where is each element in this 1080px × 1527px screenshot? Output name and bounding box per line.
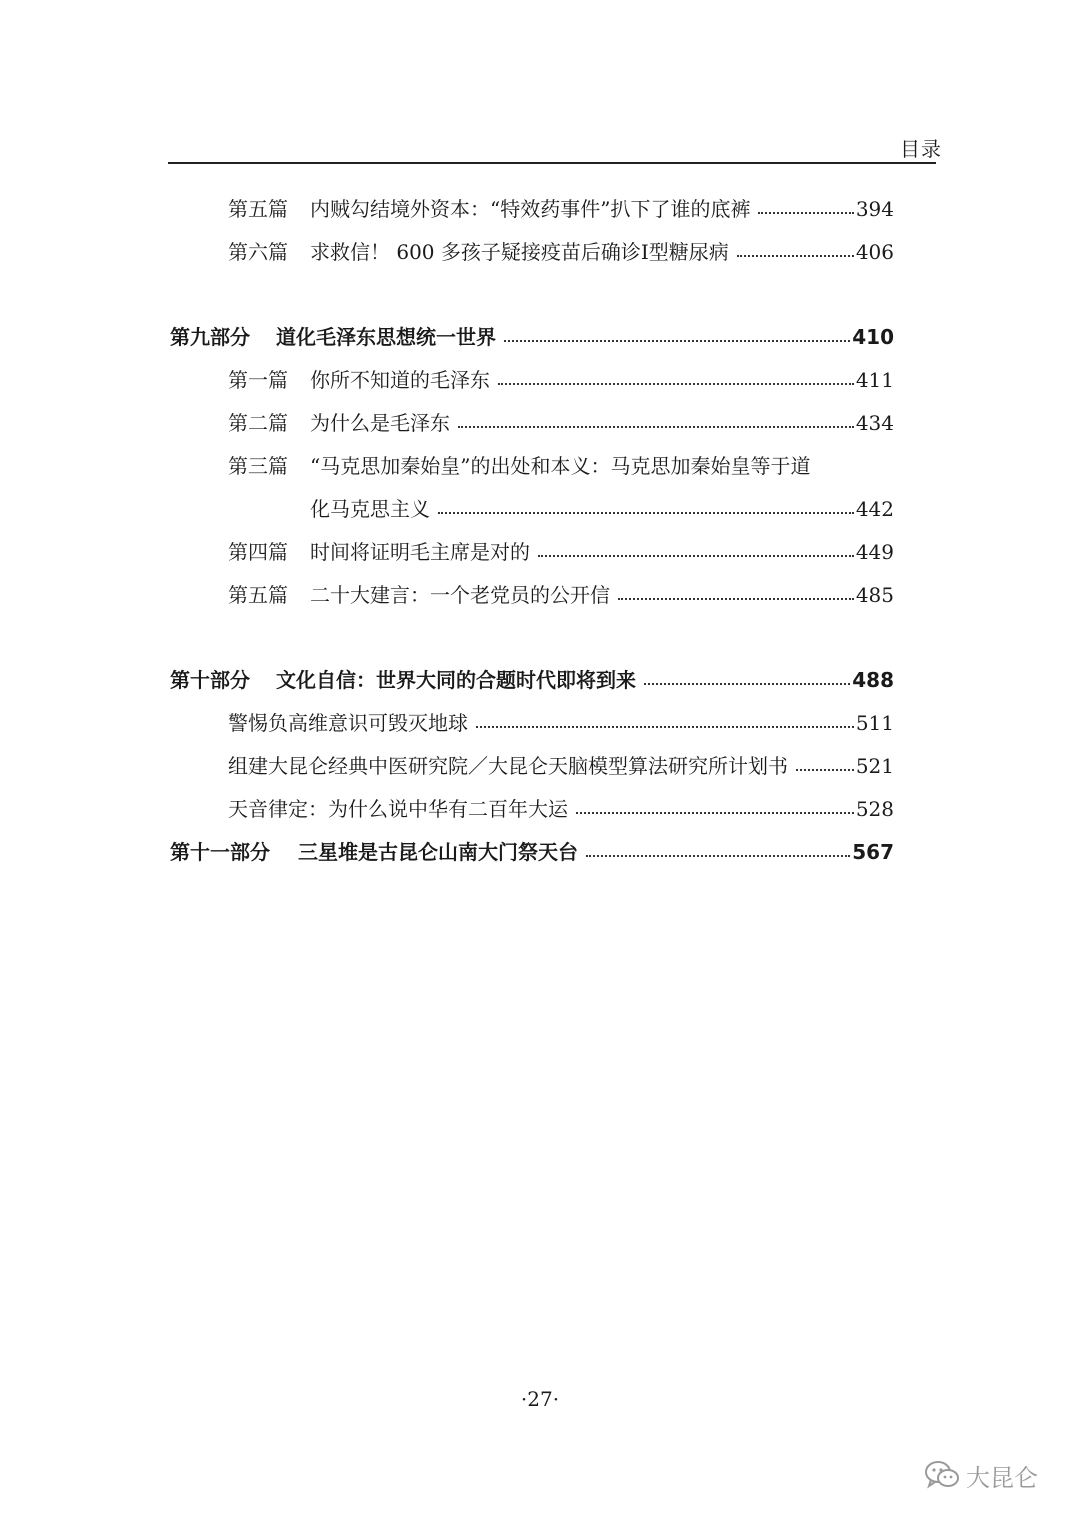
toc-entry-title: 二十大建言：一个老党员的公开信 bbox=[310, 583, 610, 607]
toc-entry-page: 511 bbox=[855, 711, 894, 735]
toc-entry-title: 时间将证明毛主席是对的 bbox=[310, 540, 530, 564]
toc-entry-number: 第四篇 bbox=[228, 540, 288, 564]
toc-entry-title-line1: “马克思加秦始皇”的出处和本义：马克思加秦始皇等于道 bbox=[310, 454, 811, 478]
dot-leader bbox=[618, 598, 854, 600]
toc-part-title: 道化毛泽东思想统一世界 bbox=[276, 325, 496, 349]
toc-entry-title: 内贼勾结境外资本：“特效药事件”扒下了谁的底裤 bbox=[310, 197, 751, 221]
toc-entry-title: 为什么是毛泽东 bbox=[310, 411, 450, 435]
toc-part-page: 488 bbox=[852, 668, 894, 692]
toc-entry-page: 406 bbox=[855, 240, 894, 264]
toc-entry-wrapped-line1[interactable] bbox=[228, 451, 810, 481]
toc-entry[interactable] bbox=[228, 194, 894, 224]
dot-leader bbox=[504, 340, 850, 342]
toc-entry-title: 警惕负高维意识可毁灭地球 bbox=[228, 711, 468, 735]
toc-entry-wrapped-line2[interactable] bbox=[228, 494, 894, 524]
toc-entry-title: 你所不知道的毛泽东 bbox=[310, 368, 490, 392]
toc-entry-number: 第五篇 bbox=[228, 197, 288, 221]
toc-entry[interactable] bbox=[228, 708, 894, 738]
dot-leader bbox=[458, 426, 854, 428]
toc-entry-number: 第三篇 bbox=[228, 454, 288, 478]
toc-entry-number: 第五篇 bbox=[228, 583, 288, 607]
toc-entry[interactable] bbox=[228, 408, 894, 438]
toc-entry-number: 第一篇 bbox=[228, 368, 288, 392]
toc-part-heading[interactable] bbox=[170, 665, 894, 695]
toc-entry-page: 434 bbox=[855, 411, 894, 435]
wechat-icon bbox=[924, 1459, 960, 1491]
dot-leader bbox=[644, 683, 850, 685]
toc-entry-page: 411 bbox=[855, 368, 894, 392]
dot-leader bbox=[538, 555, 854, 557]
toc-entry-number: 第六篇 bbox=[228, 240, 288, 264]
page-number: ·27· bbox=[520, 1387, 560, 1411]
toc-entry-title: 求救信！ 600 多孩子疑接疫苗后确诊Ⅰ型糖尿病 bbox=[310, 240, 729, 264]
watermark-text: 大昆仑 bbox=[966, 1463, 1038, 1492]
toc-entry-page: 442 bbox=[855, 497, 894, 521]
dot-leader bbox=[586, 855, 850, 857]
dot-leader bbox=[758, 212, 853, 214]
dot-leader bbox=[438, 512, 854, 514]
toc-entry-page: 528 bbox=[855, 797, 894, 821]
toc-entry[interactable] bbox=[228, 365, 894, 395]
toc-entry-title: 组建大昆仑经典中医研究院／大昆仑天脑模型算法研究所计划书 bbox=[228, 754, 788, 778]
toc-part-heading[interactable] bbox=[170, 322, 894, 352]
toc-entry[interactable] bbox=[228, 751, 894, 781]
dot-leader bbox=[576, 812, 854, 814]
dot-leader bbox=[498, 383, 854, 385]
toc-part-number: 第九部分 bbox=[170, 325, 250, 349]
toc-part-number: 第十一部分 bbox=[170, 840, 270, 864]
toc-entry-page: 449 bbox=[855, 540, 894, 564]
dot-leader bbox=[737, 255, 854, 257]
toc-entry[interactable] bbox=[228, 537, 894, 567]
toc-entry-page: 394 bbox=[855, 197, 894, 221]
toc-part-page: 567 bbox=[852, 840, 894, 864]
toc-part-title: 文化自信：世界大同的合题时代即将到来 bbox=[276, 668, 636, 692]
toc-entry-title-line2: 化马克思主义 bbox=[310, 497, 430, 521]
toc-entry-number: 第二篇 bbox=[228, 411, 288, 435]
header-rule bbox=[168, 162, 936, 164]
wechat-watermark bbox=[924, 1457, 1038, 1493]
toc-entry-page: 521 bbox=[855, 754, 894, 778]
toc-entry[interactable] bbox=[228, 580, 894, 610]
toc-entry[interactable] bbox=[228, 794, 894, 824]
dot-leader bbox=[476, 726, 854, 728]
toc-part-title: 三星堆是古昆仑山南大门祭天台 bbox=[298, 840, 578, 864]
toc-part-heading[interactable] bbox=[170, 837, 894, 867]
running-header: 目录 bbox=[900, 137, 942, 161]
toc-entry-page: 485 bbox=[855, 583, 894, 607]
toc-entry-title: 天音律定：为什么说中华有二百年大运 bbox=[228, 797, 568, 821]
toc-entry[interactable] bbox=[228, 237, 894, 267]
toc-part-page: 410 bbox=[852, 325, 894, 349]
toc-part-number: 第十部分 bbox=[170, 668, 250, 692]
dot-leader bbox=[796, 769, 854, 771]
